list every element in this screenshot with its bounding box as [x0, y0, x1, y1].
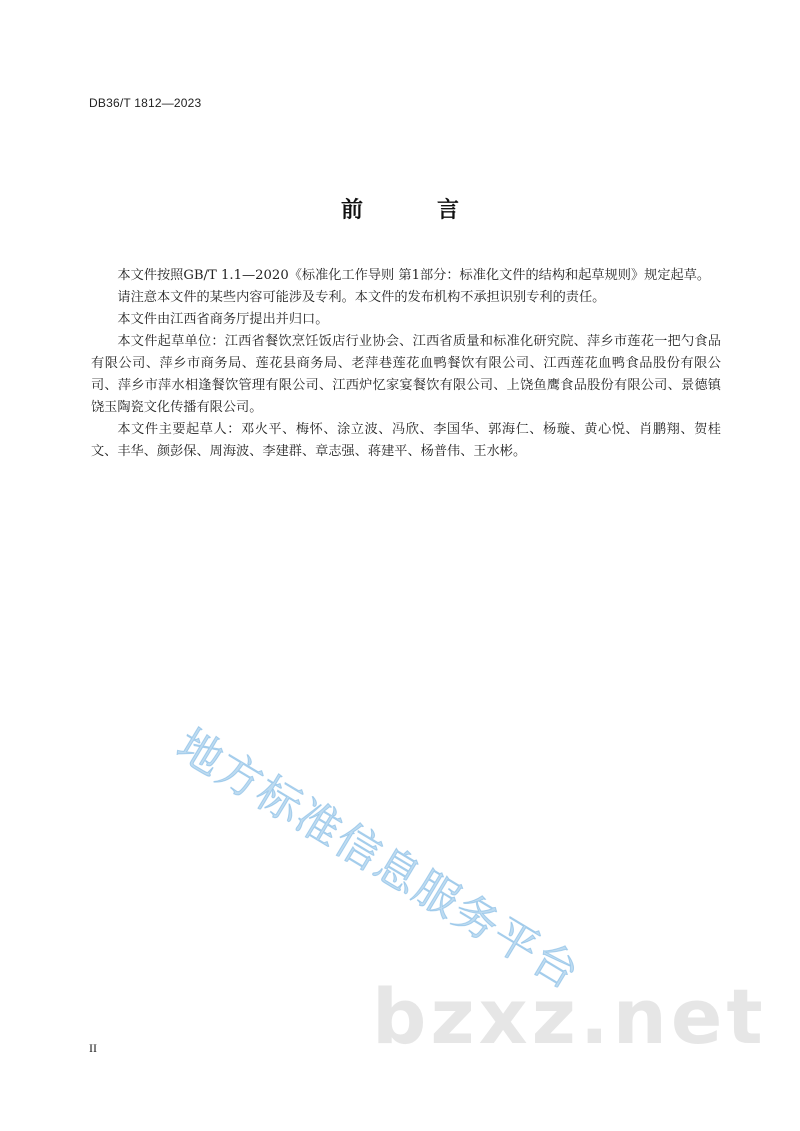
- foreword-body: [91, 265, 721, 463]
- foreword-paragraph-proposer: 本文件由江西省商务厅提出并归口。: [117, 312, 329, 327]
- foreword-paragraph-drafting-units: 本文件起草单位：江西省餐饮烹饪饭店行业协会、江西省质量和标准化研究院、萍乡市莲花一把勺食品有限公司、萍乡市商务局、莲花县商务局、老萍巷莲花血鸭餐饮有限公司、江西莲花血鸭食品股份有限公司、萍乡市萍水相逢餐饮管理有限公司、江西炉忆家宴餐饮有限公司、上饶鱼鹰食品股份有限公司、景德镇饶玉陶瓷文化传播有限公司。: [91, 334, 721, 415]
- page-number: II: [89, 1041, 97, 1055]
- foreword-paragraph-patent-notice: 请注意本文件的某些内容可能涉及专利。本文件的发布机构不承担识别专利的责任。: [117, 290, 606, 305]
- foreword-paragraph-drafters: 本文件主要起草人：邓火平、梅怀、涂立波、冯欣、李国华、郭海仁、杨璇、黄心悦、肖鹏翔、贺桂文、丰华、颜彭保、周海波、李建群、章志强、蒋建平、杨普伟、王水彬。: [91, 422, 721, 459]
- platform-watermark: 地方标准信息服务平台: [168, 719, 589, 1001]
- site-watermark: bzxz.net: [372, 972, 767, 1061]
- foreword-paragraph-drafting-rules: 本文件按照GB/T 1.1—2020《标准化工作导则 第1部分：标准化文件的结构和起草规则》规定起草。: [117, 268, 711, 283]
- standard-code: DB36/T 1812—2023: [89, 96, 202, 110]
- page-title: 前 言: [340, 198, 485, 223]
